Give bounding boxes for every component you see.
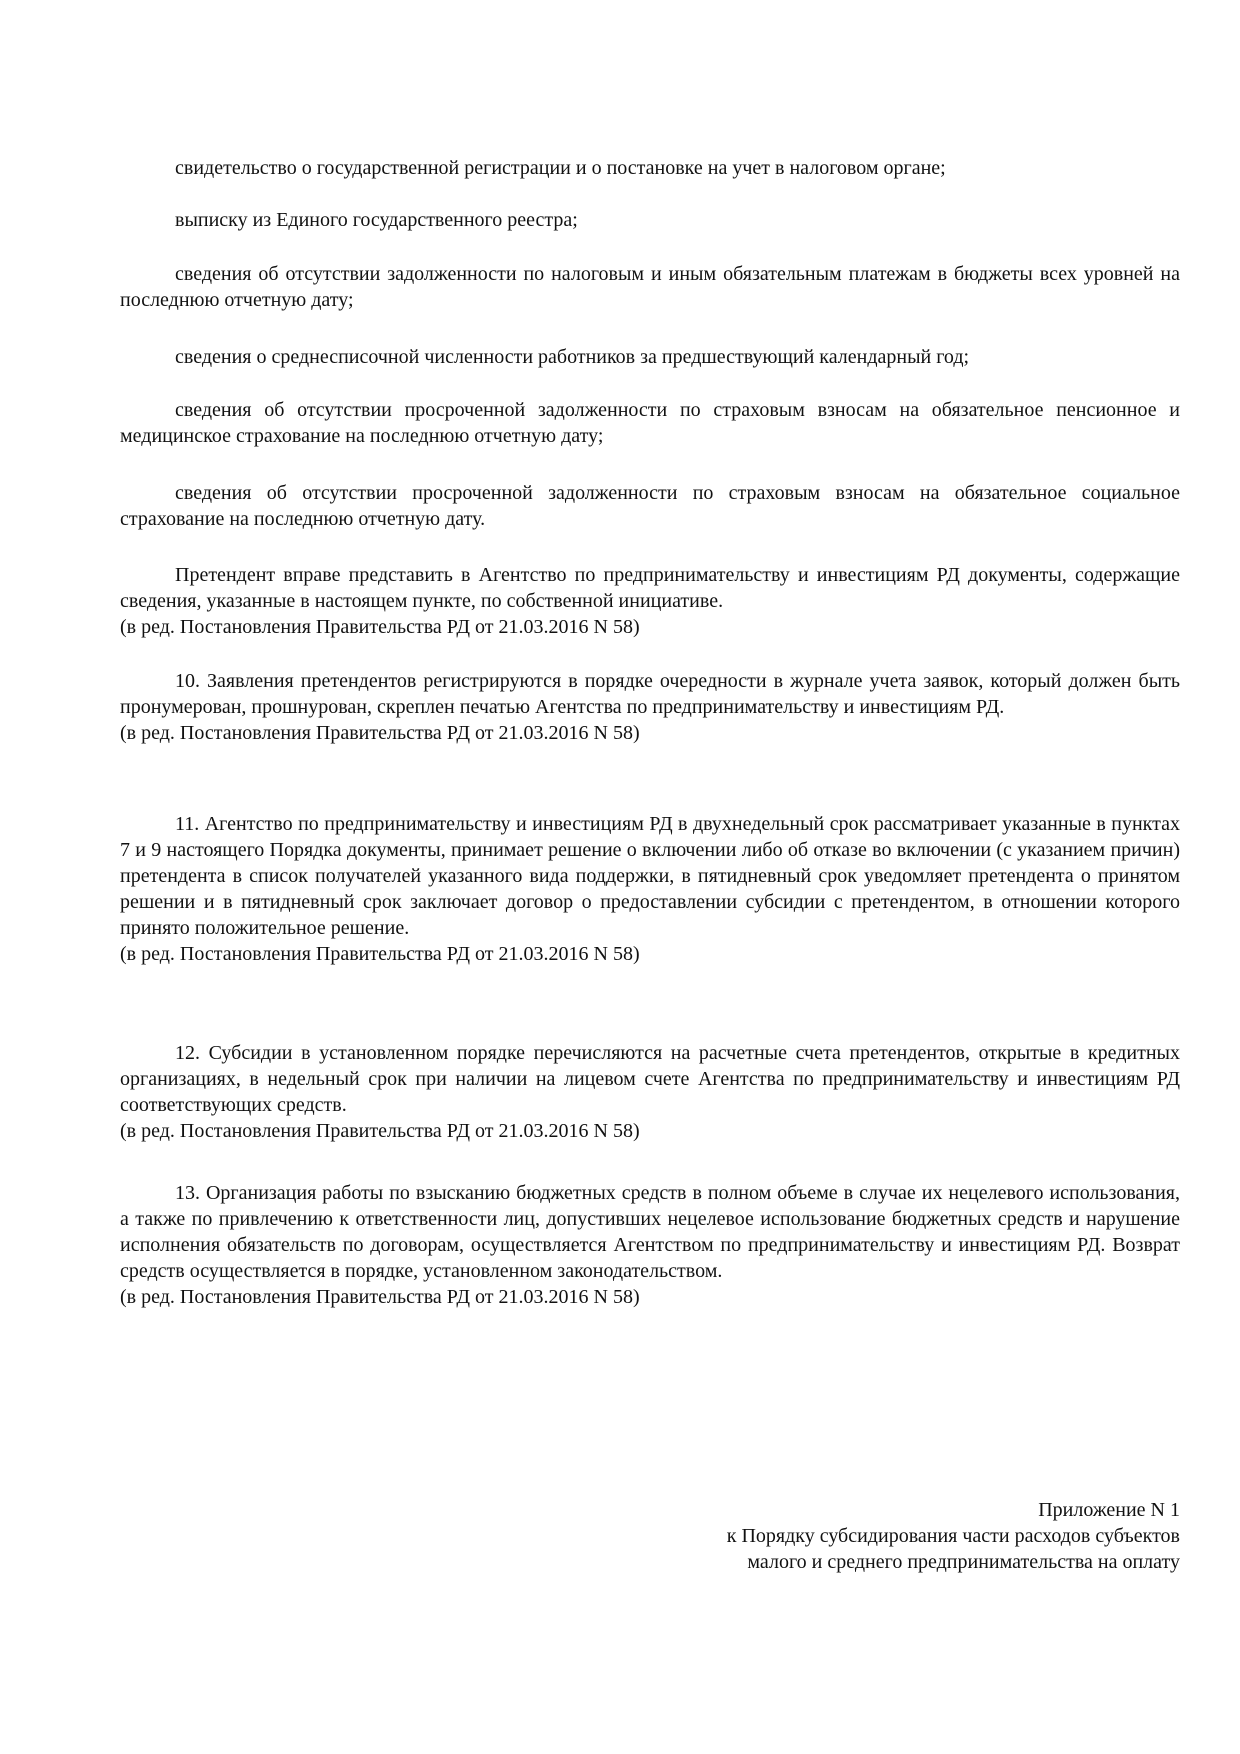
paragraph-text: 13. Организация работы по взысканию бюджетных средств в полном объеме в случае их нецелевого использования, а также по привлечению к ответственности лиц, допустивших нецелевое использование бюджетных средств и нарушение исполнения обязательств по договорам, осуществляется Агентством по предпринимательству и инвестициям РД. Возврат средств осуществляется в порядке, установленном законодательством.: [120, 1182, 1180, 1282]
paragraph-social-insurance: [120, 480, 1180, 532]
paragraph-pension-insurance: [120, 397, 1180, 449]
paragraph-text: свидетельство о государственной регистрации и о постановке на учет в налоговом органе;: [175, 157, 946, 179]
paragraph-registry-extract: [120, 207, 1180, 233]
paragraph-text: 10. Заявления претендентов регистрируются в порядке очередности в журнале учета заявок, который должен быть пронумерован, прошнурован, скреплен печатью Агентства по предпринимательству и инвестициям РД.: [120, 670, 1180, 718]
edition-note: (в ред. Постановления Правительства РД от 21.03.2016 N 58): [120, 722, 640, 744]
paragraph-text: выписку из Единого государственного реестра;: [175, 209, 578, 231]
paragraph-text: 12. Субсидии в установленном порядке перечисляются на расчетные счета претендентов, открытые в кредитных организациях, в недельный срок при наличии на лицевом счете Агентства по предпринимательству и инвестициям РД соответствующих средств.: [120, 1042, 1180, 1116]
paragraph-registration-certificate: [120, 155, 1180, 181]
edition-note: (в ред. Постановления Правительства РД от 21.03.2016 N 58): [120, 1120, 640, 1142]
appendix-title: Приложение N 1: [1038, 1499, 1180, 1521]
appendix-header: [480, 1497, 1180, 1575]
paragraph-12: [120, 1040, 1180, 1144]
paragraph-text: сведения об отсутствии просроченной задолженности по страховым взносам на обязательное пенсионное и медицинское страхование на последнюю отчетную дату;: [120, 399, 1180, 447]
edition-note: (в ред. Постановления Правительства РД от 21.03.2016 N 58): [120, 943, 640, 965]
edition-note: (в ред. Постановления Правительства РД от 21.03.2016 N 58): [120, 1286, 640, 1308]
appendix-subtitle-line: малого и среднего предпринимательства на оплату: [747, 1551, 1180, 1573]
paragraph-text: Претендент вправе представить в Агентство по предпринимательству и инвестициям РД документы, содержащие сведения, указанные в настоящем пункте, по собственной инициативе.: [120, 564, 1180, 612]
paragraph-11: [120, 811, 1180, 967]
edition-note: (в ред. Постановления Правительства РД от 21.03.2016 N 58): [120, 616, 640, 638]
appendix-subtitle-line: к Порядку субсидирования части расходов субъектов: [726, 1525, 1180, 1547]
paragraph-text: 11. Агентство по предпринимательству и инвестициям РД в двухнедельный срок рассматривает указанные в пунктах 7 и 9 настоящего Порядка документы, принимает решение о включении либо об отказе во включении (с указанием причин) претендента в список получателей указанного вида поддержки, в пятидневный срок уведомляет претендента о принятом решении и в пятидневный срок заключает договор о предоставлении субсидии с претендентом, в отношении которого принято положительное решение.: [120, 813, 1180, 939]
paragraph-text: сведения об отсутствии просроченной задолженности по страховым взносам на обязательное социальное страхование на последнюю отчетную дату.: [120, 482, 1180, 530]
paragraph-13: [120, 1180, 1180, 1310]
paragraph-headcount: [120, 344, 1180, 370]
paragraph-tax-debt: [120, 261, 1180, 313]
paragraph-text: сведения о среднесписочной численности работников за предшествующий календарный год;: [175, 346, 970, 368]
paragraph-10: [120, 668, 1180, 746]
paragraph-applicant-right: [120, 562, 1180, 640]
paragraph-text: сведения об отсутствии задолженности по налоговым и иным обязательным платежам в бюджеты всех уровней на последнюю отчетную дату;: [120, 263, 1180, 311]
